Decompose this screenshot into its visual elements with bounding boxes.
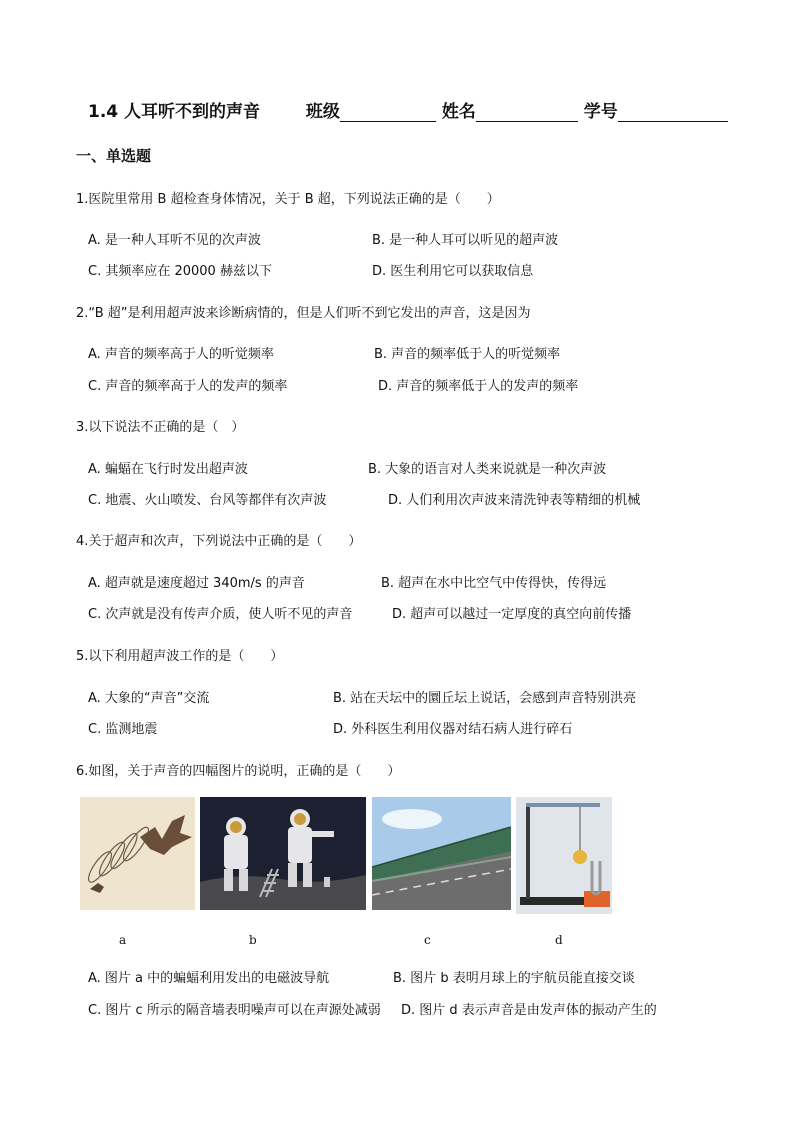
question-stem: 2.“B 超”是利用超声波来诊断病情的，但是人们听不到它发出的声音，这是因为 [76,306,531,321]
figure-caption-b: b [249,933,257,947]
option-d[interactable]: D. 人们利用次声波来清洗钟表等精细的机械 [388,493,641,508]
option-a[interactable]: A. 声音的频率高于人的听觉频率 [88,347,274,362]
option-c[interactable]: C. 图片 c 所示的隔音墙表明噪声可以在声源处减弱 [88,1003,381,1018]
option-b[interactable]: B. 是一种人耳可以听见的超声波 [372,233,559,248]
option-c[interactable]: C. 其频率应在 20000 赫兹以下 [88,264,272,279]
option-b[interactable]: B. 大象的语言对人类来说就是一种次声波 [368,462,607,477]
option-c[interactable]: C. 地震、火山喷发、台风等都伴有次声波 [88,493,327,508]
question-stem: 1.医院里常用 B 超检查身体情况，关于 B 超，下列说法正确的是（ ） [76,192,500,207]
question-stem: 5.以下利用超声波工作的是（ ） [76,649,284,664]
option-c[interactable]: C. 次声就是没有传声介质，使人听不见的声音 [88,607,353,622]
option-d[interactable]: D. 外科医生利用仪器对结石病人进行碎石 [333,722,573,737]
option-d[interactable]: D. 超声可以越过一定厚度的真空向前传播 [392,607,632,622]
figure-caption-a: a [119,933,127,947]
number-label: 学号 [583,102,618,122]
number-blank[interactable] [618,105,728,122]
name-blank[interactable] [476,105,578,122]
option-c[interactable]: C. 监测地震 [88,722,158,737]
option-c[interactable]: C. 声音的频率高于人的发声的频率 [88,379,288,394]
option-b[interactable]: B. 声音的频率低于人的听觉频率 [374,347,561,362]
figure-caption-c: c [424,933,431,947]
question-stem: 6.如图，关于声音的四幅图片的说明，正确的是（ ） [76,764,401,779]
worksheet-header [88,97,728,122]
section-heading: 一、单选题 [76,147,152,165]
option-b[interactable]: B. 超声在水中比空气中传得快，传得远 [381,576,607,591]
option-b[interactable]: B. 图片 b 表明月球上的宇航员能直接交谈 [393,971,635,986]
worksheet-title: 1.4 人耳听不到的声音 [88,102,261,122]
option-a[interactable]: A. 大象的“声音”交流 [88,691,210,706]
option-a[interactable]: A. 图片 a 中的蝙蝠利用发出的电磁波导航 [88,971,330,986]
question-stem: 3.以下说法不正确的是（ ） [76,420,245,435]
figure-c-sound-barrier-image [372,797,511,910]
class-label: 班级 [305,102,340,122]
option-d[interactable]: D. 医生利用它可以获取信息 [372,264,534,279]
figure-d-tuning-fork-image [516,797,612,914]
figure-a-bat-image [80,797,195,910]
option-a[interactable]: A. 超声就是速度超过 340m/s 的声音 [88,576,305,591]
figure-b-astronauts-image [200,797,366,910]
option-d[interactable]: D. 图片 d 表示声音是由发声体的振动产生的 [401,1003,657,1018]
figure-caption-d: d [555,933,563,947]
option-a[interactable]: A. 是一种人耳听不见的次声波 [88,233,261,248]
option-d[interactable]: D. 声音的频率低于人的发声的频率 [378,379,579,394]
option-a[interactable]: A. 蝙蝠在飞行时发出超声波 [88,462,248,477]
class-blank[interactable] [340,105,436,122]
name-label: 姓名 [441,102,476,122]
option-b[interactable]: B. 站在天坛中的圜丘坛上说话，会感到声音特别洪亮 [333,691,637,706]
question-stem: 4.关于超声和次声，下列说法中正确的是（ ） [76,534,362,549]
